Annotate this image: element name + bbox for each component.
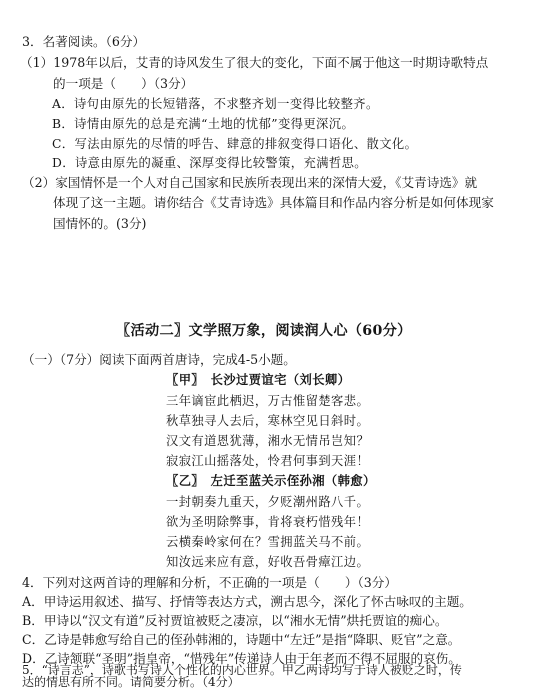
- q3-part2-line1: （2）家国情怀是一个人对自己国家和民族所表现出来的深情大爱，《艾青诗选》就: [22, 175, 478, 190]
- q3-header: 3．名著阅读。（6分）: [22, 34, 146, 49]
- q5-line1: 5．“诗言志”，诗歌书写诗人个性化的内心世界。甲乙两诗均写于诗人被贬之时，传: [22, 663, 462, 677]
- q3-option-c: C．写法由原先的尽情的呼告、肆意的排叙变得口语化、散文化。: [52, 137, 418, 151]
- q5-line2: 达的情思有所不同。请简要分析。（4分）: [22, 675, 240, 689]
- poem-b-title: 〖乙〗 左迁至蓝关示侄孙湘（韩愈）: [166, 473, 376, 488]
- q3-part1-line1: （1）1978年以后，艾青的诗风发生了很大的变化，下面不属于他这一时期诗歌特点: [20, 55, 489, 70]
- part1-instruction: （一）（7分）阅读下面两首唐诗，完成4-5小题。: [22, 352, 296, 367]
- poem-a-title: 〖甲〗 长沙过贾谊宅（刘长卿）: [166, 372, 351, 387]
- q3-part2-line2: 体现了这一主题。请你结合《艾青诗选》具体篇目和作品内容分析是如何体现家: [53, 195, 494, 210]
- poem-a-line: 三年谪宦此栖迟，万古惟留楚客悲。: [166, 394, 370, 408]
- q4-option-b: B．甲诗以“汉文有道”反衬贾谊被贬之凄凉，以“湘水无情”烘托贾谊的痴心。: [22, 613, 448, 628]
- q3-part1-line2: 的一项是（ ）（3分）: [53, 76, 194, 91]
- poem-b-line: 一封朝奏九重天，夕贬潮州路八千。: [166, 495, 370, 509]
- poem-a-line: 汉文有道恩犹薄，湘水无情吊岂知？: [166, 434, 370, 448]
- poem-b-line: 知汝远来应有意，好收吾骨瘴江边。: [166, 555, 370, 569]
- activity2-title: 〖活动二〗文学照万象，阅读润人心（60分）: [116, 323, 412, 339]
- poem-a-line: 寂寂江山摇落处，怜君何事到天涯！: [166, 454, 370, 468]
- q4-option-c: C．乙诗是韩愈写给自己的侄孙韩湘的，诗题中“左迁”是指“降职、贬官”之意。: [22, 632, 461, 647]
- poem-b-line: 云横秦岭家何在？雪拥蓝关马不前。: [166, 535, 370, 549]
- q3-part2-line3: 国情怀的。(3分): [53, 216, 147, 231]
- poem-b-line: 欲为圣明除弊事，肯将衰朽惜残年！: [166, 515, 370, 529]
- poem-a-line: 秋草独寻人去后，寒林空见日斜时。: [166, 414, 370, 428]
- q4-stem: 4．下列对这两首诗的理解和分析，不正确的一项是（ ）（3分）: [22, 575, 397, 590]
- q3-option-a: A．诗句由原先的长短错落，不求整齐划一变得比较整齐。: [52, 97, 379, 111]
- q3-option-d: D．诗意由原先的凝重、深厚变得比较警策，充满哲思。: [52, 156, 367, 170]
- q3-option-b: B．诗情由原先的总是充满“土地的忧郁”变得更深沉。: [52, 117, 355, 131]
- q4-option-d: D．乙诗颔联“圣明”指皇帝，“惜残年”传递诗人由于年老而不得不屈服的哀伤。: [22, 651, 461, 666]
- q4-option-a: A．甲诗运用叙述、描写、抒情等表达方式，溯古思今，深化了怀古咏叹的主题。: [22, 594, 472, 609]
